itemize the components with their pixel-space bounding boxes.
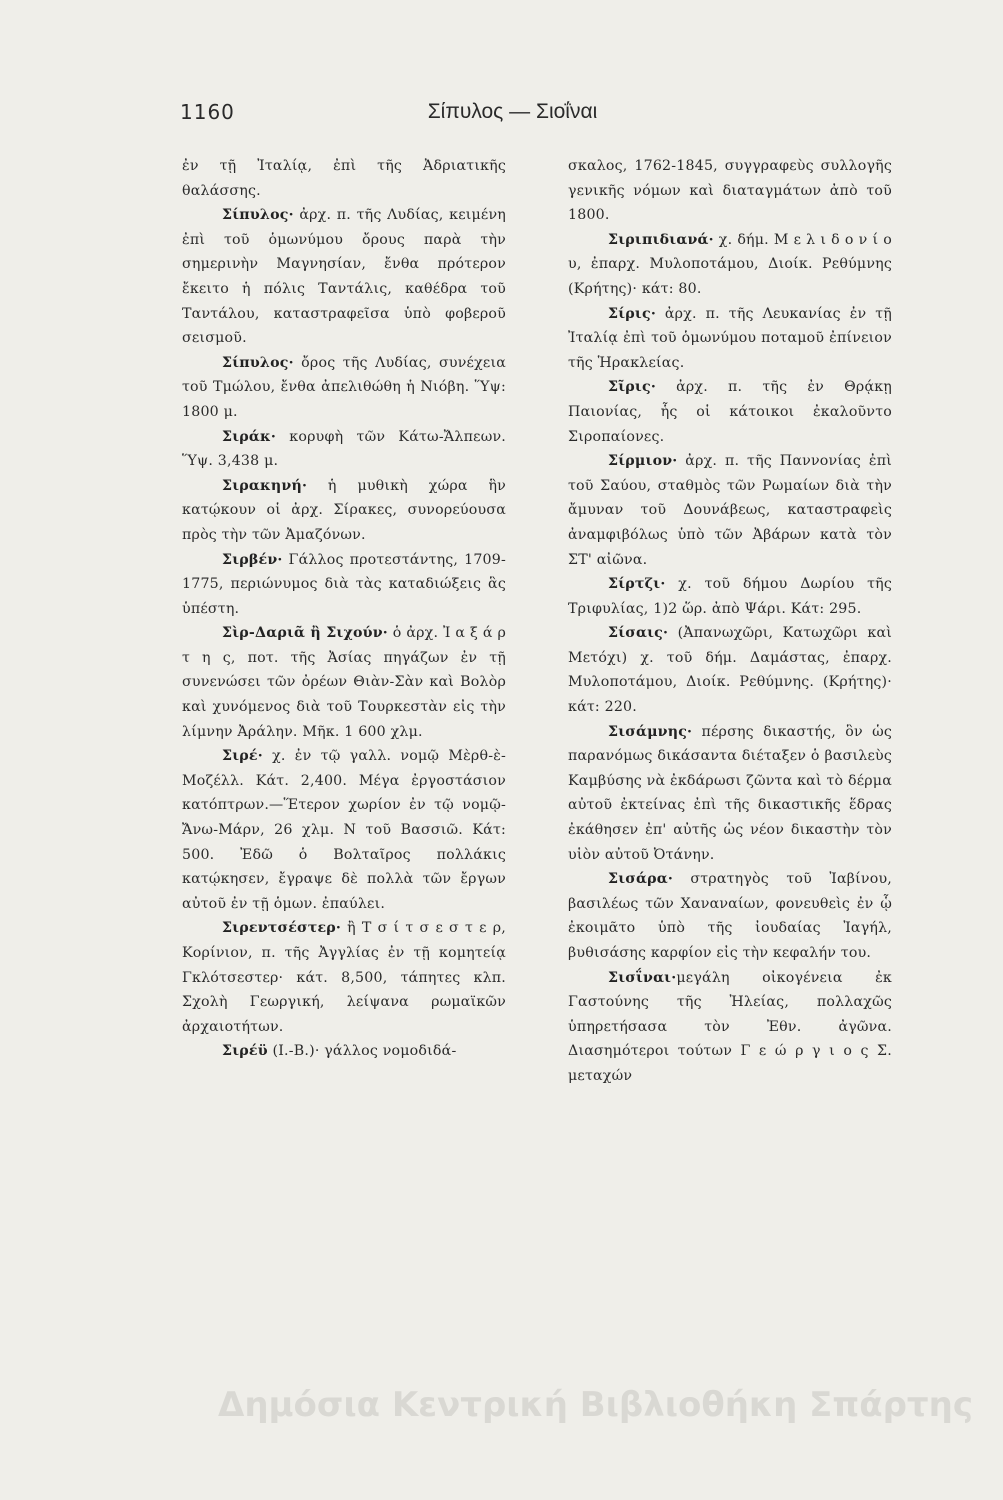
entry-text: ἀρχ. π. τῆς Παννονίας ἐπὶ τοῦ Σαύου, σταθμὸς τῶν Ρωμαίων διὰ τὴν ἄμυναν τοῦ Δουνάβεως, καταστραφεὶς ἀναμφιβόλως ὑπὸ τῶν Ἀβάρων κατὰ τὸν ΣΤ' αἰῶνα. <box>568 453 892 568</box>
dictionary-entry <box>568 572 892 621</box>
entry-text: ἢ Τ σ ί τ σ ε σ τ ε ρ, Κορίνιον, π. τῆς Ἀγγλίας ἐν τῇ κομητείᾳ Γκλότσεστερ· κάτ. 8,500, τάπητες κλπ. Σχολὴ Γεωργική, λείψανα ρωμαϊκῶν ἀρχαιοτήτων. <box>182 920 506 1035</box>
entry-text: μεγάλη οἰκογένεια ἐκ Γαστούνης τῆς Ἠλείας, πολλαχῶς ὑπηρετήσασα τὸν Ἐθν. ἀγῶνα. Διασημότεροι τούτων Γ ε ώ ρ γ ι ο ς Σ. μεταχών <box>568 969 892 1084</box>
entry-headword: Σιριπιδιανά· <box>608 231 714 248</box>
dictionary-entry <box>568 867 892 965</box>
dictionary-entry <box>568 228 892 302</box>
entry-text: (Ἀπανωχῶρι, Κατωχῶρι καὶ Μετόχι) χ. τοῦ δήμ. Δαμάστας, ἐπαρχ. Μυλοποτάμου, Διοίκ. Ρεθύμνης. (Κρήτης)· κάτ: 220. <box>568 625 892 716</box>
entry-text: στρατηγὸς τοῦ Ἰαβίνου, βασιλέως τῶν Χαναναίων, φονευθεὶς ἐν ᾧ ἐκοιμᾶτο ὑπὸ τῆς ἰουδαίας Ἰαγήλ, βυθισάσης καρφίον εἰς τὴν κεφαλήν του. <box>568 871 892 961</box>
dictionary-entry <box>182 548 506 622</box>
entry-headword: Σίρτζι· <box>608 576 666 593</box>
entry-headword: Σιρακηνή· <box>222 477 308 494</box>
dictionary-entry <box>182 203 506 351</box>
entry-text: χ. δήμ. Μ ε λ ι δ ο ν ί ο υ, ἐπαρχ. Μυλοποτάμου, Διοίκ. Ρεθύμνης (Κρήτης)· κάτ: 80. <box>568 231 892 297</box>
watermark: Δημόσια Κεντρική Βιβλιοθήκη Σπάρτης <box>218 1385 973 1425</box>
dictionary-entry <box>182 351 506 425</box>
entry-headword: Σιρεντσέστερ· <box>222 920 342 937</box>
dictionary-entry <box>182 474 506 548</box>
right-column <box>568 154 892 1089</box>
entry-text: ἐν τῇ Ἰταλίᾳ, ἐπὶ τῆς Ἀδριατικῆς θαλάσσης. <box>182 158 506 199</box>
entry-headword: Σίρις· <box>608 305 656 322</box>
entry-text: Γάλλος προτεστάντης, 1709-1775, περιώνυμος διὰ τὰς καταδιώξεις ἃς ὑπέστη. <box>182 551 506 617</box>
entry-headword: Σίσαις· <box>608 625 669 642</box>
entry-headword: Σισΐναι· <box>608 969 677 986</box>
entry-headword: Σιρβέν· <box>222 551 283 568</box>
dictionary-entry <box>182 744 506 916</box>
entry-text: ἀρχ. π. τῆς Λυδίας, κειμένη ἐπὶ τοῦ ὁμωνύμου ὄρους παρὰ τὴν σημερινὴν Μαγνησίαν, ἔνθα πρότερον ἔκειτο ἡ πόλις Ταντάλις, καθέδρα τοῦ Ταντάλου, καταστραφεῖσα ὑπὸ φοβεροῦ σεισμοῦ. <box>182 207 506 347</box>
dictionary-entry <box>568 966 892 1089</box>
dictionary-entry <box>568 302 892 376</box>
entry-text: ὄρος τῆς Λυδίας, συνέχεια τοῦ Τμώλου, ἔνθα ἀπελιθώθη ἡ Νιόβη. Ὕψ: 1800 μ. <box>182 354 506 420</box>
entry-text: χ. τοῦ δήμου Δωρίου τῆς Τριφυλίας, 1)2 ὥρ. ἀπὸ Ψάρι. Κάτ: 295. <box>568 576 892 617</box>
page-header <box>150 100 875 134</box>
left-column <box>182 154 506 1064</box>
entry-headword: Σίπυλος· <box>222 207 294 224</box>
dictionary-entry <box>182 621 506 744</box>
dictionary-entry <box>568 154 892 228</box>
entry-text: ἡ μυθικὴ χώρα ἣν κατῴκουν οἱ ἀρχ. Σίρακες, συνορεύουσα πρὸς τὴν τῶν Ἀμαζόνων. <box>182 477 506 543</box>
entry-headword: Σισάμνης· <box>608 723 693 740</box>
dictionary-entry <box>568 720 892 868</box>
entry-headword: Σῖρις· <box>608 379 656 396</box>
page-number: 1160 <box>180 100 235 124</box>
running-title: Σίπυλος — Σιοΐναι <box>427 100 598 123</box>
entry-text: ἀρχ. π. τῆς ἐν Θρᾴκῃ Παιονίας, ἧς οἱ κάτοικοι ἐκαλοῦντο Σιροπαίονες. <box>568 379 892 445</box>
dictionary-entry <box>182 916 506 1039</box>
entry-headword: Σισάρα· <box>608 871 673 888</box>
entry-text: ἀρχ. π. τῆς Λευκανίας ἐν τῇ Ἰταλίᾳ ἐπὶ τοῦ ὁμωνύμου ποταμοῦ ἐπίνειον τῆς Ἡρακλείας. <box>568 305 892 371</box>
entry-headword: Σιρέ· <box>222 748 263 765</box>
dictionary-entry <box>568 449 892 572</box>
dictionary-entry <box>182 425 506 474</box>
entry-text: ὁ ἀρχ. Ἰ α ξ ά ρ τ η ς, ποτ. τῆς Ἀσίας πηγάζων ἐν τῇ συνενώσει τῶν ὀρέων Θιὰν-Σὰν καὶ Βολὸρ καὶ χυνόμενος διὰ τοῦ Τουρκεστὰν εἰς τὴν λίμνην Ἀράλην. Μῆκ. 1 600 χλμ. <box>182 625 506 740</box>
entry-text: χ. ἐν τῷ γαλλ. νομῷ Μὲρθ-ὲ-Μοζέλλ. Κάτ. 2,400. Μέγα ἐργοστάσιον κατόπτρων.—Ἕτερον χωρίον ἐν τῷ νομῷ-Ἄνω-Μάρν, 26 χλμ. Ν τοῦ Βασσιῶ. Κάτ: 500. Ἐδῶ ὁ Βολταῖρος πολλάκις κατῴκησεν, ἔγραψε δὲ πολλὰ τῶν ἔργων αὐτοῦ ἐν τῇ ὁμων. ἐπαύλει. <box>182 748 506 912</box>
dictionary-entry <box>568 621 892 719</box>
entry-text: κορυφὴ τῶν Κάτω-Ἄλπεων. Ὕψ. 3,438 μ. <box>182 428 506 470</box>
entry-headword: Σιρέϋ <box>222 1043 268 1060</box>
entry-headword: Σίρμιον· <box>608 453 678 470</box>
dictionary-entry <box>182 154 506 203</box>
entry-text: σκαλος, 1762-1845, συγγραφεὺς συλλογῆς γενικῆς νόμων καὶ διαταγμάτων ἀπὸ τοῦ 1800. <box>568 158 892 224</box>
dictionary-entry <box>568 375 892 449</box>
entry-headword: Σίπυλος· <box>222 354 294 371</box>
entry-text: (Ι.-Β.)· γάλλος νομοδιδά- <box>267 1043 457 1060</box>
dictionary-entry <box>182 1039 506 1064</box>
entry-headword: Σὶρ-Δαριᾶ ἢ Σιχούν· <box>222 625 388 642</box>
entry-text: πέρσης δικαστής, ὃν ὡς παρανόμως δικάσαντα διέταξεν ὁ βασιλεὺς Καμβύσης νὰ ἐκδάρωσι ζῶντα καὶ τὸ δέρμα αὐτοῦ ἐκτείνας ἐπὶ τῆς δικαστικῆς ἕδρας ἐκάθησεν ἐπ' αὐτῆς ὡς νέον δικαστὴν τὸν υἱὸν αὐτοῦ Ὀτάνην. <box>568 723 892 863</box>
entry-headword: Σιράκ· <box>222 428 277 445</box>
